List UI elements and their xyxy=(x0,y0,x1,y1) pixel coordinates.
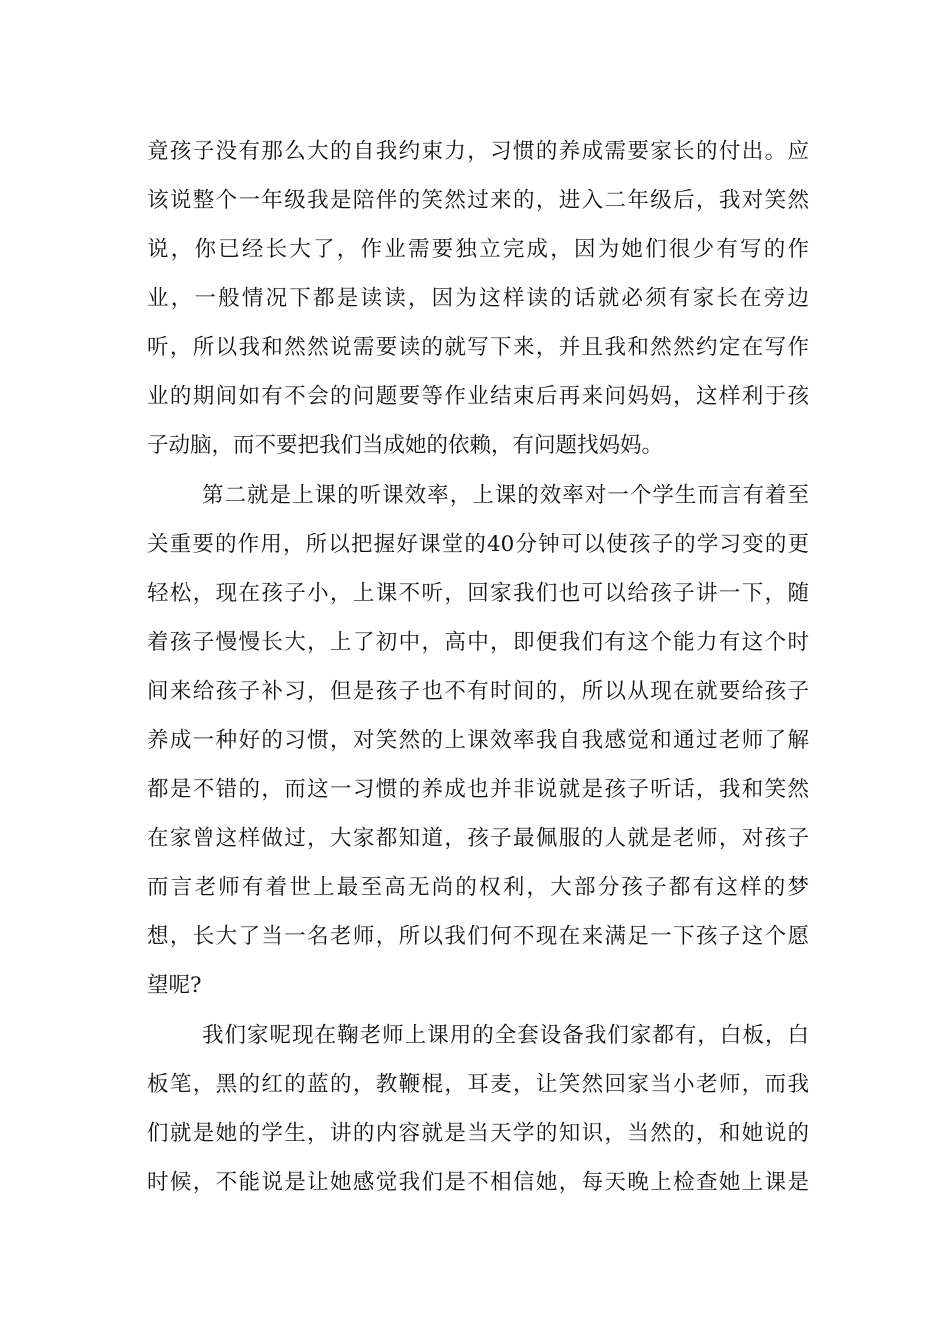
paragraph-1-line-4: 业，一般情况下都是读读，因为这样读的话就必须有家长在旁边 xyxy=(147,286,809,311)
paragraph-3-line-1: 我们家呢现在鞠老师上课用的全套设备我们家都有，白板，白 xyxy=(202,1023,809,1048)
paragraph-1-line-5: 听，所以我和然然说需要读的就写下来，并且我和然然约定在写作 xyxy=(147,335,809,360)
paragraph-2-line-4: 着孩子慢慢长大，上了初中，高中，即便我们有这个能力有这个时 xyxy=(147,630,809,655)
paragraph-1-line-7: 子动脑，而不要把我们当成她的依赖，有问题找妈妈。 xyxy=(147,433,664,458)
paragraph-2-line-3: 轻松，现在孩子小，上课不听，回家我们也可以给孩子讲一下，随 xyxy=(147,581,809,606)
paragraph-3-line-4: 时候，不能说是让她感觉我们是不相信她，每天晚上检查她上课是 xyxy=(147,1170,809,1195)
paragraph-3-line-3: 们就是她的学生，讲的内容就是当天学的知识，当然的，和她说的 xyxy=(147,1121,809,1146)
paragraph-2-line-8: 在家曾这样做过，大家都知道，孩子最佩服的人就是老师，对孩子 xyxy=(147,826,809,851)
paragraph-2-line-9: 而言老师有着世上最至高无尚的权利，大部分孩子都有这样的梦 xyxy=(147,875,809,900)
paragraph-2-line-2: 关重要的作用，所以把握好课堂的40分钟可以使孩子的学习变的更 xyxy=(147,532,809,557)
paragraph-2-line-11: 望呢? xyxy=(147,973,202,998)
paragraph-1-line-2: 该说整个一年级我是陪伴的笑然过来的，进入二年级后，我对笑然 xyxy=(147,188,809,213)
paragraph-2-line-5: 间来给孩子补习，但是孩子也不有时间的，所以从现在就要给孩子 xyxy=(147,679,809,704)
paragraph-2-line-10: 想，长大了当一名老师，所以我们何不现在来满足一下孩子这个愿 xyxy=(147,924,809,949)
paragraph-2-line-1: 第二就是上课的听课效率，上课的效率对一个学生而言有着至 xyxy=(202,483,809,508)
paragraph-2-line-7: 都是不错的，而这一习惯的养成也并非说就是孩子听话，我和笑然 xyxy=(147,777,809,802)
paragraph-3-line-2: 板笔，黑的红的蓝的，教鞭棍，耳麦，让笑然回家当小老师，而我 xyxy=(147,1072,809,1097)
paragraph-1-line-6: 业的期间如有不会的问题要等作业结束后再来问妈妈，这样利于孩 xyxy=(147,384,809,409)
paragraph-2-line-6: 养成一种好的习惯，对笑然的上课效率我自我感觉和通过老师了解 xyxy=(147,728,809,753)
paragraph-1-line-3: 说，你已经长大了，作业需要独立完成，因为她们很少有写的作 xyxy=(147,237,809,262)
paragraph-1-line-1: 竟孩子没有那么大的自我约束力，习惯的养成需要家长的付出。应 xyxy=(147,139,809,164)
